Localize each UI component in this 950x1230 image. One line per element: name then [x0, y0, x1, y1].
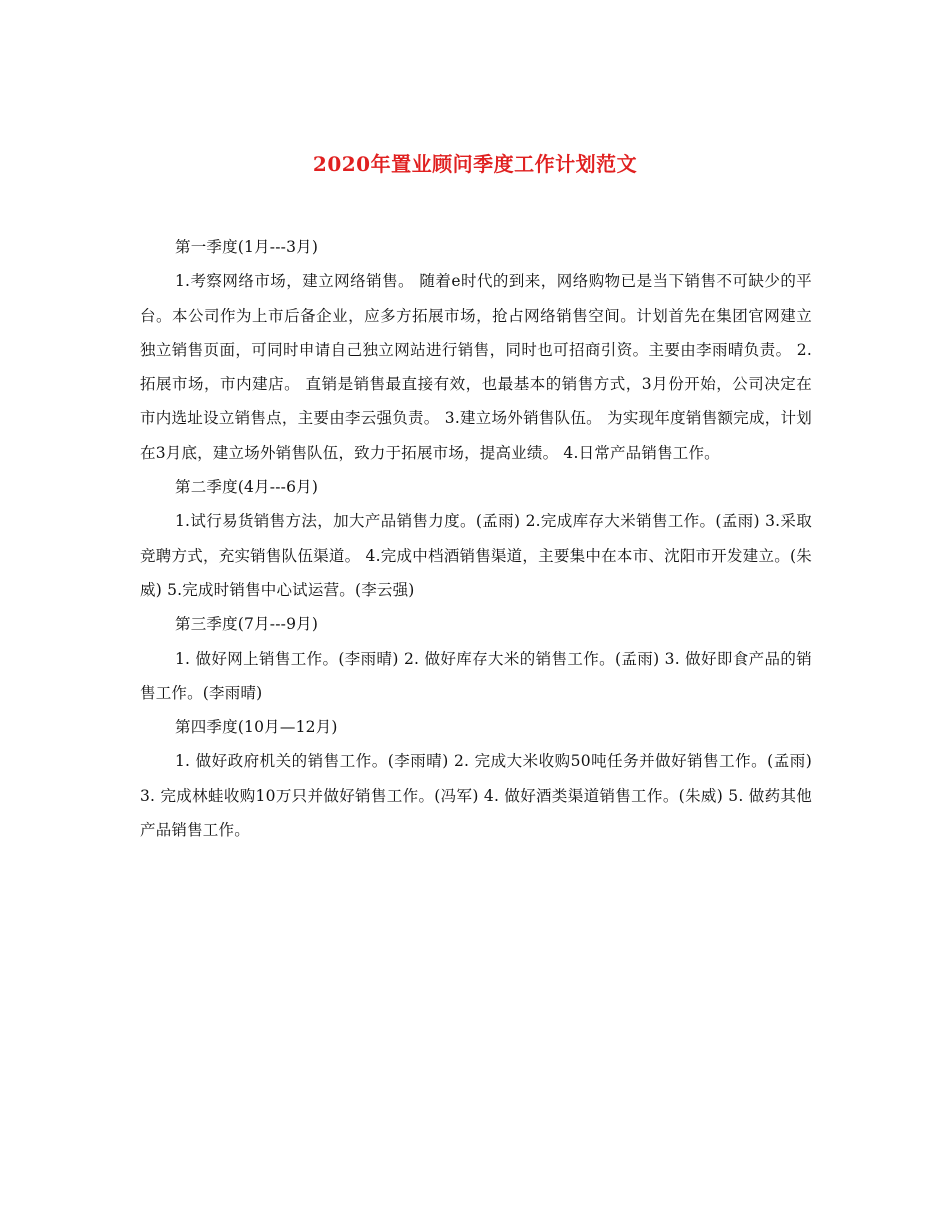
q4-plan: 1. 做好政府机关的销售工作。(李雨晴) 2. 完成大米收购50吨任务并做好销售工作。(孟雨) 3. 完成林蛙收购10万只并做好销售工作。(冯军) 4. 做好酒类渠道销售工作。(朱威) 5. 做药其他产品销售工作。	[140, 752, 812, 840]
document-body	[140, 230, 812, 847]
q1-heading: 第一季度(1月---3月)	[175, 238, 319, 256]
q4-heading: 第四季度(10月—12月)	[175, 718, 338, 737]
q3-plan: 1. 做好网上销售工作。(李雨晴) 2. 做好库存大米的销售工作。(孟雨) 3. 做好即食产品的销售工作。(李雨晴)	[140, 649, 812, 702]
q2-plan: 1.试行易货销售方法，加大产品销售力度。(孟雨) 2.完成库存大米销售工作。(孟雨) 3.采取竞聘方式，充实销售队伍渠道。 4.完成中档酒销售渠道，主要集中在本市、沈阳市开发建立。(朱威) 5.完成时销售中心试运营。(李云强)	[140, 512, 812, 599]
q3-heading: 第三季度(7月---9月)	[175, 615, 319, 634]
document-title: 2020年置业顾问季度工作计划范文	[312, 152, 638, 176]
q1-plan: 1.考察网络市场，建立网络销售。 随着e时代的到来，网络购物已是当下销售不可缺少的平台。本公司作为上市后备企业，应多方拓展市场，抢占网络销售空间。计划首先在集团官网建立独立销售页面，可同时申请自己独立网站进行销售，同时也可招商引资。主要由李雨晴负责。 2.拓展市场，市内建店。 直销是销售最直接有效，也最基本的销售方式，3月份开始，公司决定在市内选址设立销售点，主要由李云强负责。 3.建立场外销售队伍。 为实现年度销售额完成，计划在3月底，建立场外销售队伍，致力于拓展市场，提高业绩。 4.日常产品销售工作。	[140, 272, 812, 462]
q2-heading: 第二季度(4月---6月)	[175, 478, 319, 497]
